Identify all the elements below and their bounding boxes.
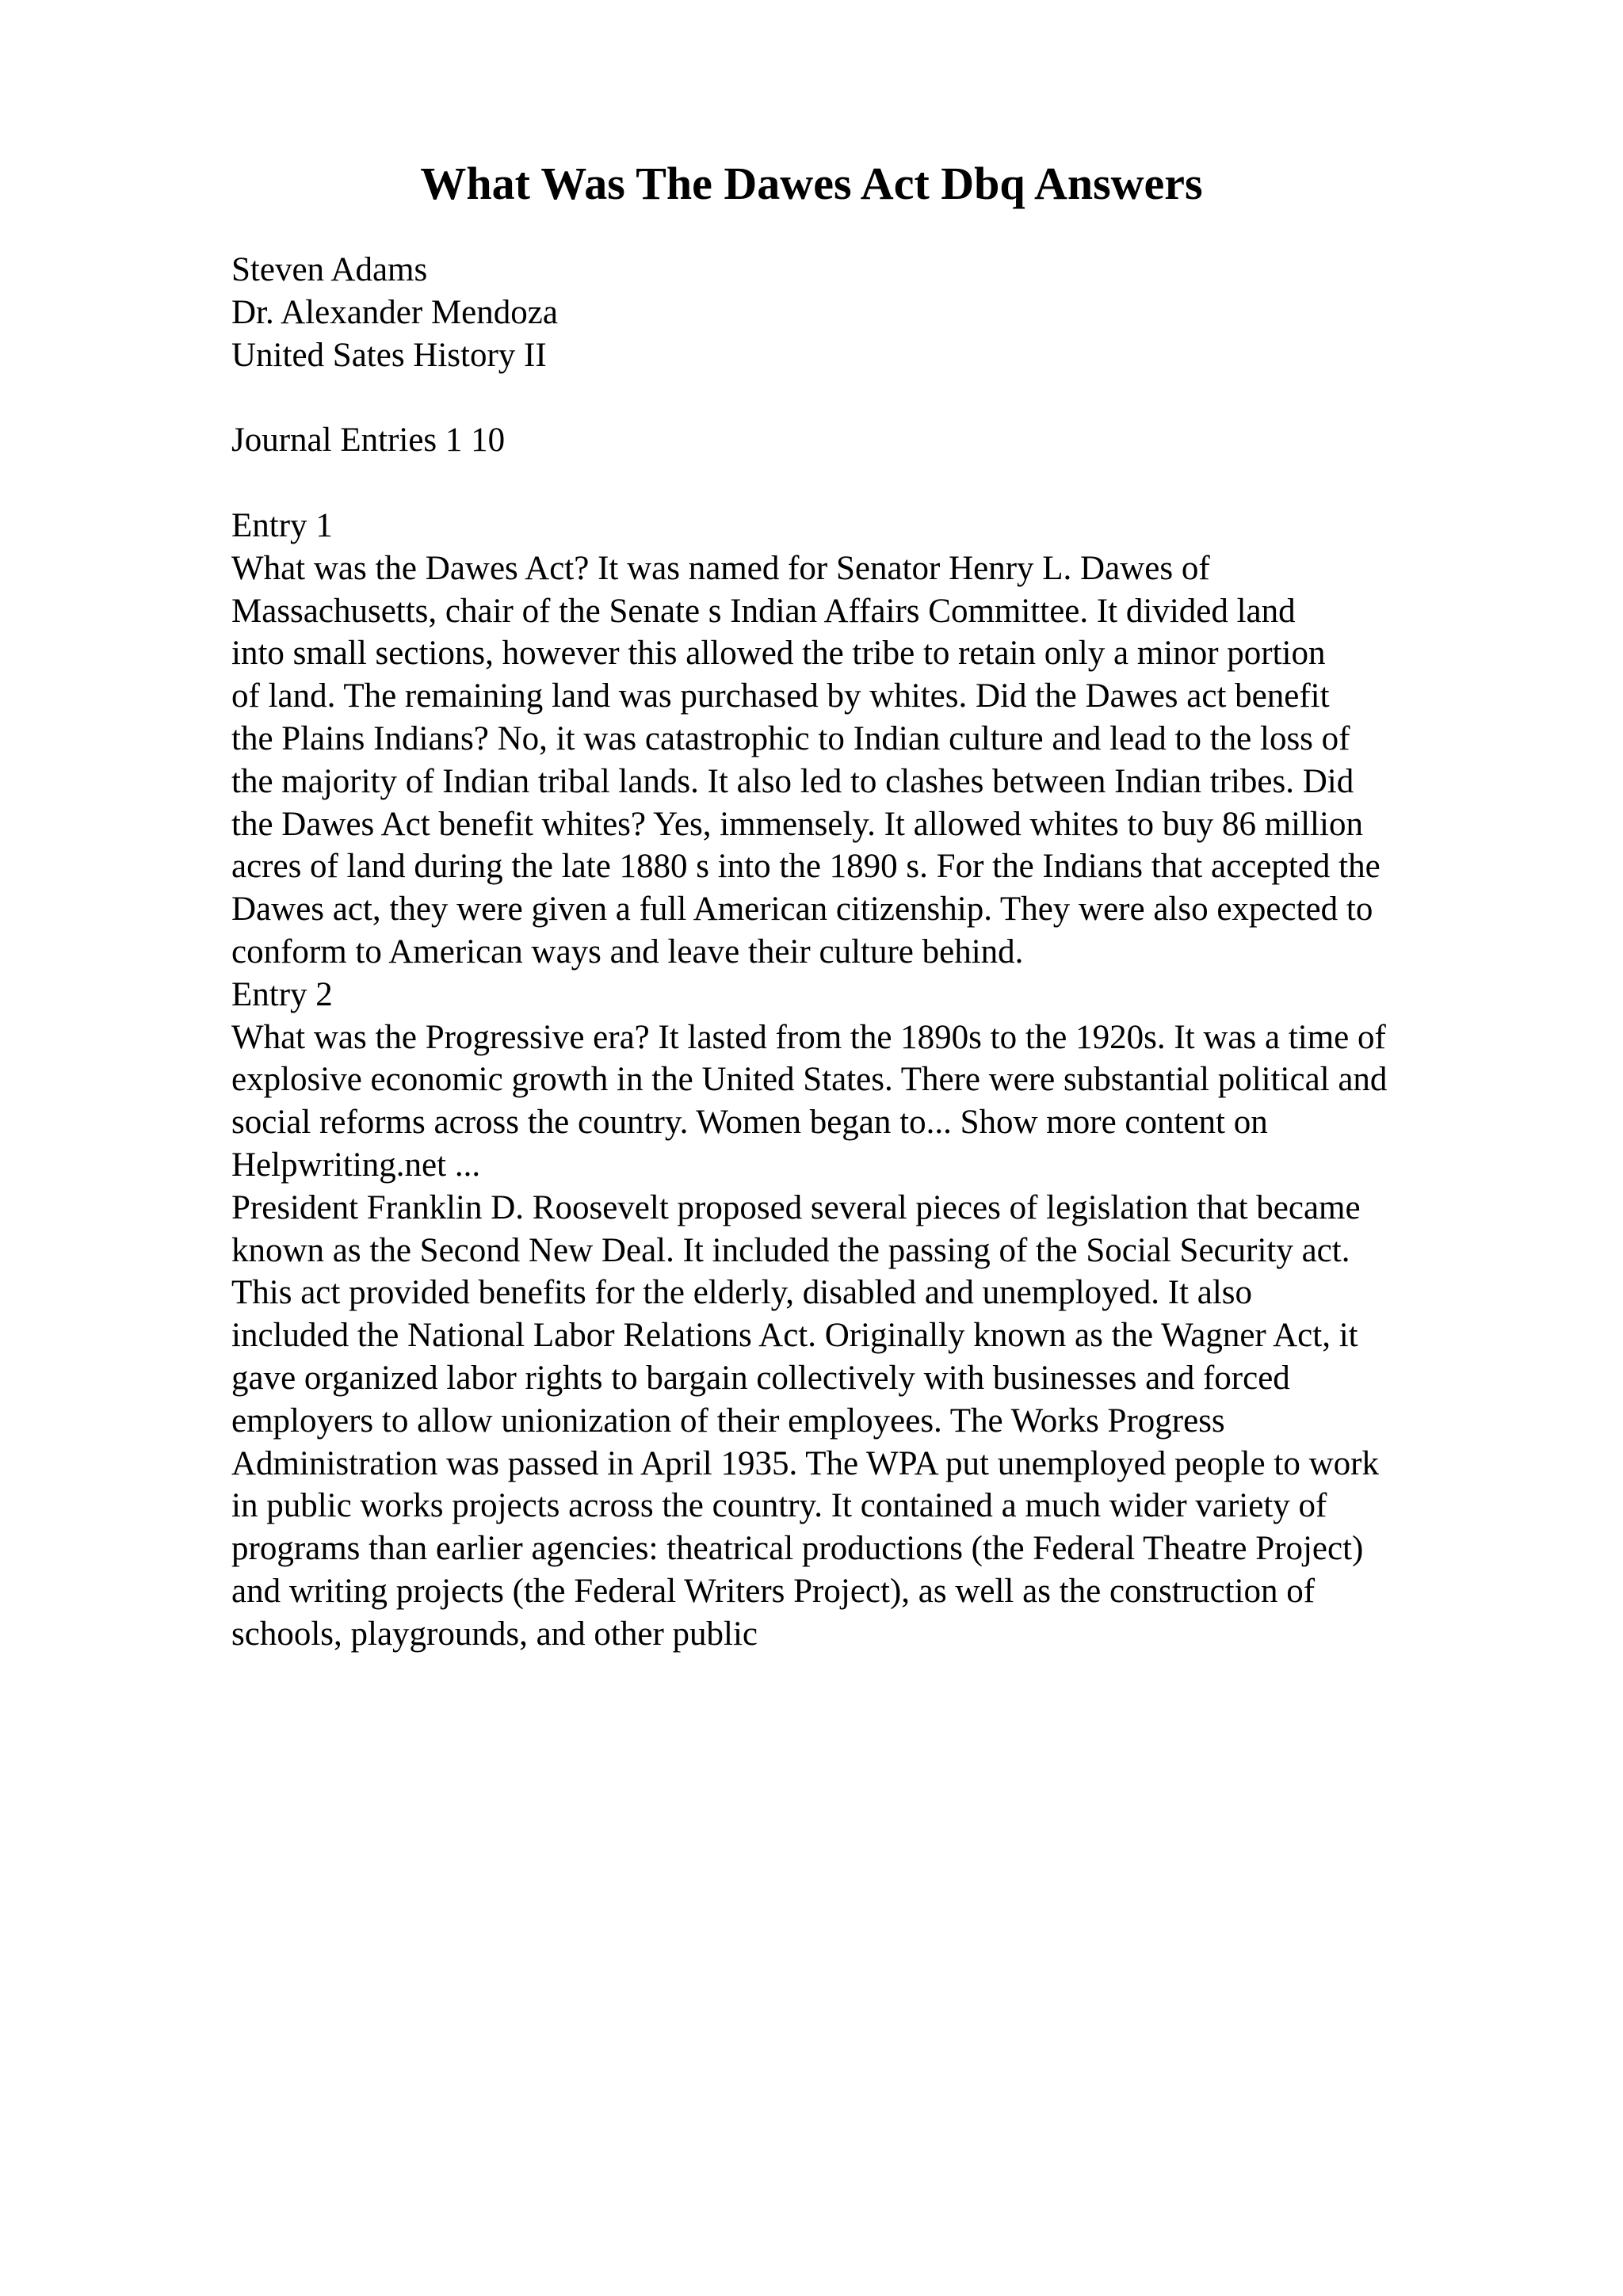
body-line: Massachusetts, chair of the Senate s Indian Affairs Committee. It divided land	[231, 592, 1296, 630]
course-name: United Sates History II	[231, 336, 547, 374]
author-block	[231, 249, 1579, 376]
body-line: explosive economic growth in the United States. There were substantial political and	[231, 1061, 1388, 1099]
body-line: the majority of Indian tribal lands. It also led to clashes between Indian tribes. Did	[231, 762, 1354, 800]
body-line: Administration was passed in April 1935. The WPA put unemployed people to work	[231, 1444, 1379, 1482]
body-line: programs than earlier agencies: theatrical productions (the Federal Theatre Project)	[231, 1530, 1364, 1568]
journal-heading-block	[231, 419, 1579, 462]
journal-heading: Journal Entries 1 10	[231, 421, 506, 459]
body-line: Dawes act, they were given a full American citizenship. They were also expected to	[231, 891, 1373, 929]
body-text	[231, 505, 1579, 1656]
body-line: acres of land during the late 1880 s into the 1890 s. For the Indians that accepted the	[231, 848, 1381, 886]
body-line: the Dawes Act benefit whites? Yes, immensely. It allowed whites to buy 86 million	[231, 805, 1363, 843]
body-line: What was the Dawes Act? It was named for Senator Henry L. Dawes of	[231, 549, 1210, 587]
entry-2-heading: Entry 2	[231, 975, 333, 1013]
instructor-name: Dr. Alexander Mendoza	[231, 293, 558, 331]
body-line: conform to American ways and leave their culture behind.	[231, 933, 1024, 971]
body-line: President Franklin D. Roosevelt proposed several pieces of legislation that became	[231, 1188, 1361, 1226]
body-line: What was the Progressive era? It lasted from the 1890s to the 1920s. It was a time of	[231, 1018, 1386, 1056]
body-line: of land. The remaining land was purchased by whites. Did the Dawes act benefit	[231, 677, 1330, 715]
author-name: Steven Adams	[231, 251, 428, 288]
body-line: into small sections, however this allowed the tribe to retain only a minor portion	[231, 635, 1326, 673]
body-line: and writing projects (the Federal Writers Project), as well as the construction of	[231, 1572, 1316, 1610]
body-line: the Plains Indians? No, it was catastrophic to Indian culture and lead to the loss of	[231, 719, 1350, 757]
body-line: gave organized labor rights to bargain collectively with businesses and forced	[231, 1359, 1290, 1397]
body-line: known as the Second New Deal. It included the passing of the Social Security act.	[231, 1231, 1350, 1269]
entry-1-heading: Entry 1	[231, 507, 333, 544]
body-line: employers to allow unionization of their employees. The Works Progress	[231, 1402, 1225, 1440]
body-line: schools, playgrounds, and other public	[231, 1615, 758, 1653]
body-line: social reforms across the country. Women began to... Show more content on	[231, 1104, 1268, 1142]
body-line: included the National Labor Relations Act. Originally known as the Wagner Act, it	[231, 1317, 1358, 1355]
body-line: Helpwriting.net ...	[231, 1146, 481, 1184]
document-title: What Was The Dawes Act Dbq Answers	[420, 158, 1203, 209]
body-line: This act provided benefits for the elderly, disabled and unemployed. It also	[231, 1274, 1253, 1312]
body-line: in public works projects across the country. It contained a much wider variety of	[231, 1487, 1327, 1525]
